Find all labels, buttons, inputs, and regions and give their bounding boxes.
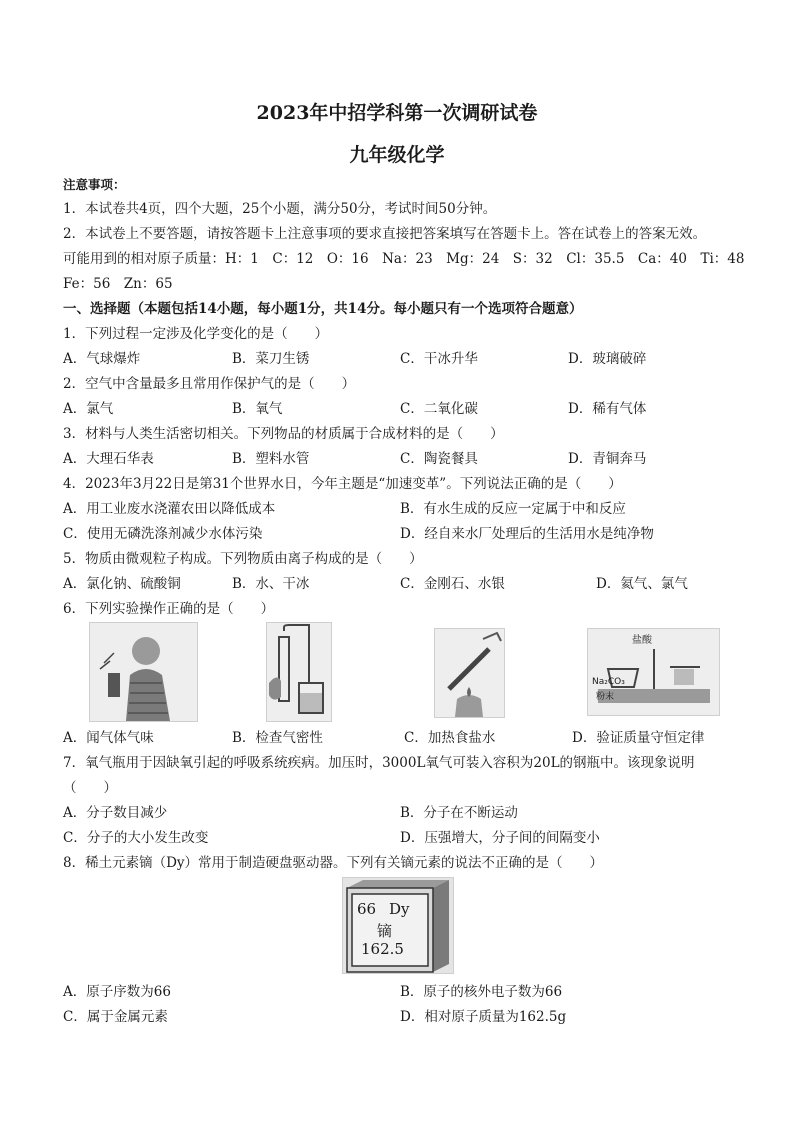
option-d: D．青铜奔马: [568, 451, 647, 467]
smelling-gas-image: [89, 622, 198, 722]
option-d: D．压强增大，分子间的间隔变小: [400, 830, 600, 846]
element-name: 镝: [377, 922, 393, 940]
heating-salt-water-image: [434, 628, 505, 718]
option-d: D．稀有气体: [568, 401, 647, 417]
option-b: B．检查气密性: [232, 730, 323, 746]
exam-title: 2023年中招学科第一次调研试卷: [256, 102, 538, 124]
option-c: C．分子的大小发生改变: [63, 830, 209, 846]
element-mass: 162.5: [361, 940, 404, 958]
option-b: B．原子的核外电子数为66: [400, 984, 563, 1000]
element-symbol: Dy: [389, 900, 410, 918]
notes-heading: 注意事项：: [63, 177, 126, 192]
option-c: C．干冰升华: [400, 351, 478, 367]
question-stem: 2．空气中含量最多且常用作保护气的是（ ）: [63, 376, 356, 392]
option-b: B．有水生成的反应一定属于中和反应: [400, 501, 626, 517]
notes-item-2: 2．本试卷上不要答题，请按答题卡上注意事项的要求直接把答案填写在答题卡上。答在试卷上的答案无效。: [63, 226, 707, 242]
sodium-carbonate-label: Na₂CO₃: [592, 677, 625, 687]
option-b: B．塑料水管: [232, 451, 310, 467]
option-a: A．氯气: [63, 401, 114, 417]
option-a: A．气球爆炸: [63, 351, 141, 367]
option-c: C．陶瓷餐具: [400, 451, 478, 467]
option-d: D．相对原子质量为162.5g: [400, 1009, 567, 1025]
option-d: D．验证质量守恒定律: [572, 730, 705, 746]
option-d: D．氦气、氯气: [596, 576, 688, 592]
question-stem: 5．物质由微观粒子构成。下列物质由离子构成的是（ ）: [63, 551, 423, 567]
atomic-masses-line-1: 可能用到的相对原子质量：H：1 C：12 O：16 Na：23 Mg：24 S：32 Cl：35.5 Ca：40 Ti：48: [63, 251, 745, 267]
option-a: A．用工业废水浇灌农田以降低成本: [63, 501, 276, 517]
option-a: A．分子数目减少: [63, 805, 168, 821]
option-a: A．原子序数为66: [63, 984, 171, 1000]
question-stem-continued: （ ）: [63, 780, 117, 796]
atomic-masses-line-2: Fe：56 Zn：65: [63, 276, 173, 292]
exam-subtitle: 九年级化学: [349, 144, 445, 166]
question-stem: 7．氧气瓶用于因缺氧引起的呼吸系统疾病。加压时，3000L氧气可装入容积为20L的钢瓶中。该现象说明: [63, 755, 695, 771]
hydrochloric-acid-label: 盐酸: [632, 635, 652, 646]
option-b: B．分子在不断运动: [400, 805, 518, 821]
option-b: B．氧气: [232, 401, 283, 417]
element-card-image: [342, 877, 454, 974]
airtightness-test-image: [266, 622, 332, 722]
section-heading: 一、选择题（本题包括14小题，每小题1分，共14分。每小题只有一个选项符合题意）: [63, 301, 583, 317]
option-c: C．使用无磷洗涤剂减少水体污染: [63, 526, 263, 542]
option-c: C．加热食盐水: [404, 730, 496, 746]
option-a: A．大理石华表: [63, 451, 154, 467]
option-a: A．闻气体气味: [63, 730, 154, 746]
option-c: C．金刚石、水银: [400, 576, 505, 592]
option-b: B．菜刀生锈: [232, 351, 310, 367]
option-c: C．二氧化碳: [400, 401, 478, 417]
question-stem: 8．稀土元素镝（Dy）常用于制造硬盘驱动器。下列有关镝元素的说法不正确的是（ ）: [63, 855, 604, 871]
option-a: A．氯化钠、硫酸铜: [63, 576, 181, 592]
question-stem: 1．下列过程一定涉及化学变化的是（ ）: [63, 326, 329, 342]
mass-conservation-image: [587, 628, 720, 716]
option-c: C．属于金属元素: [63, 1009, 168, 1025]
notes-item-1: 1．本试卷共4页，四个大题，25个小题，满分50分，考试时间50分钟。: [63, 201, 497, 217]
question-stem: 4．2023年3月22日是第31个世界水日，今年主题是“加速变革”。下列说法正确的是（ ）: [63, 476, 622, 492]
option-d: D．经自来水厂处理后的生活用水是纯净物: [400, 526, 654, 542]
powder-label: 粉末: [596, 692, 615, 702]
question-stem: 6．下列实验操作正确的是（ ）: [63, 601, 275, 617]
option-b: B．水、干冰: [232, 576, 310, 592]
option-d: D．玻璃破碎: [568, 351, 647, 367]
element-number: 66: [357, 900, 377, 918]
question-stem: 3．材料与人类生活密切相关。下列物品的材质属于合成材料的是（ ）: [63, 426, 504, 442]
